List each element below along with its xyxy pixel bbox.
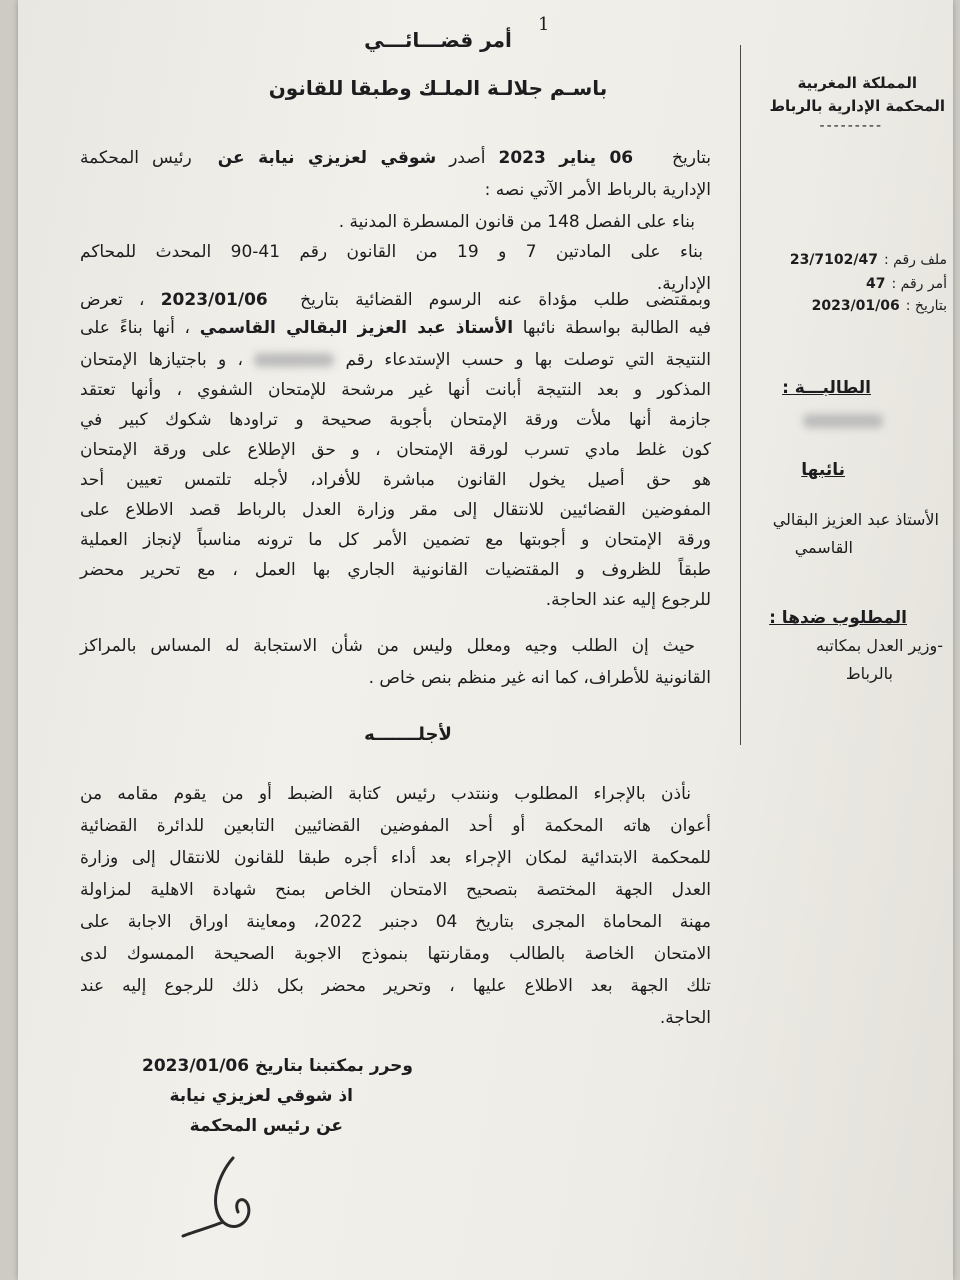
document-page [18,0,953,1280]
body-line-17: حيث إن الطلب وجيه ومعلل وليس من شأن الاستجابة له المساس بالمراكز [80,636,695,656]
representative-name-2: القاسمي [794,538,853,557]
ruling-line-2: أعوان هاته المحكمة أو أحد المفوضين القضائيين التابعين للدائرة القضائية [80,816,711,836]
order-date-value: 2023/01/06 [811,298,900,314]
kingdom-name: المملكة المغربية [797,74,917,92]
body-line-18: القانونية للأطراف، كما انه غير منظم بنص خاص . [368,668,711,688]
body-line-15: طبقاً للظروف و المقتضيات القانونية الجاري بها العمل ، مع تحرير محضر [80,560,711,580]
ruling-line-3: للمحكمة الابتدائية لمكان الإجراء بعد أداء أجره طبقا للقانون للانتقال إلى وزارة [80,848,711,868]
ruling-line-4: العدل الجهة المختصة بتصحيح الامتحان الخاص بمنح شهادة الاهلية لمزاولة [80,880,711,900]
body-line-1 [80,148,711,168]
body-line-16: للرجوع إليه عند الحاجة. [545,590,711,610]
header-dashes: --------- [819,118,883,134]
body-line-10: جازمة أنها ملأت ورقة الإمتحان بأجوبة صحيحة و تراودها شكوك كبير في [80,410,711,430]
applicant-label: الطالبـــة : [782,378,871,398]
handwritten-signature [178,1150,268,1240]
text-summons: النتيجة التي توصلت بها و حسب الإستدعاء رقم [345,350,712,370]
order-number-value: 47 [866,276,886,292]
court-header [769,72,945,118]
respondent-line-2: بالرباط [845,664,893,683]
court-name: المحكمة الإدارية بالرباط [769,97,945,115]
text-court-president: رئيس المحكمة [80,148,192,168]
body-line-12: هو حق أصيل يخول القانون مباشرة للأفراد، لأجله تلتمس تعيين أحد [80,470,711,490]
summons-number-redacted [254,353,334,367]
applicant-name-redacted [803,410,883,429]
signature-date-line: وحرر بمكتبنا بتاريخ 2023/01/06 [142,1056,413,1076]
text-date-prefix: بتاريخ [672,148,711,168]
issue-date: 06 يناير 2023 [498,148,634,168]
body-line-4: بناء على المادتين 7 و 19 من القانون رقم 41-90 المحدث للمحاكم [80,242,703,262]
text-based-on: ، أنها بناءً على [80,318,191,338]
order-number-label: أمر رقم : [891,276,947,292]
text-states: ، تعرض [80,290,145,310]
column-divider [740,45,741,745]
body-line-7 [80,318,711,338]
page-number: 1 [538,14,550,35]
representative-name-1: الأستاذ عبد العزيز البقالي [772,510,939,529]
body-line-14: ورقة الإمتحان و أجوبتها مع تضمين الأمر كل ما ترونه مناسباً لإنجاز العملية [80,530,711,550]
order-date-label: بتاريخ : [905,298,947,314]
section-heading: لأجلـــــــه [364,724,452,745]
file-number-label: ملف رقم : [883,252,947,268]
request-date: 2023/01/06 [160,290,268,310]
redaction-blur [803,414,883,428]
ruling-line-6: الامتحان الخاصة بالطالب ومقارنتها بنموذج الاجوبة الصحيحة الممسوك لدى [80,944,711,964]
signature-judge-line: اذ شوقي لعزيزي نيابة [169,1086,353,1106]
body-line-8 [80,350,711,370]
order-date [812,298,947,314]
ruling-line-7: تلك الجهة بعد الاطلاع عليها ، وتحرير محضر بكل ذلك للرجوع إليه عند [80,976,711,996]
order-number [866,276,947,292]
body-line-3: بناء على الفصل 148 من قانون المسطرة المدنية . [338,212,695,232]
document-title: أمر قضـــائـــي [364,28,512,52]
ruling-line-1: نأذن بالإجراء المطلوب وننتدب رئيس كتابة الضبط أو من يقوم مقامه من [80,784,691,804]
lawyer-name: الأستاذ عبد العزيز البقالي القاسمي [199,318,514,338]
text-exam-passed: ، و باجتيازها الإمتحان [80,350,243,370]
text-request: وبمقتضى طلب مؤداة عنه الرسوم القضائية بتاريخ [300,290,712,310]
body-line-6 [80,290,711,310]
text-via-lawyer: فيه الطالبة بواسطة نائبها [522,318,711,338]
respondent-line-1: -وزير العدل بمكاتبه [815,636,943,655]
ruling-line-5: مهنة المحاماة المجرى بتاريخ 04 دجنبر 2022، ومعاينة اوراق الاجابة على [80,912,711,932]
royal-invocation: باسـم جلالـة الملـك وطبقا للقانون [268,76,608,100]
file-number [790,252,947,268]
representative-label: نائبها [801,460,845,480]
respondent-label: المطلوب ضدها : [769,608,907,628]
body-line-5: الإدارية. [656,274,711,294]
body-line-2: الإدارية بالرباط الأمر الآتي نصه : [484,180,711,200]
file-number-value: 23/7102/47 [789,252,878,268]
signature-title-line: عن رئيس المحكمة [189,1116,343,1136]
body-line-13: المفوضين القضائيين للانتقال إلى مقر وزارة العدل بالرباط قصد الاطلاع على [80,500,711,520]
ruling-line-8: الحاجة. [659,1008,711,1028]
body-line-11: كون غلط مادي تسرب لورقة الإمتحان ، و حق الإطلاع على ورقة الإمتحان [80,440,711,460]
judge-name: شوقي لعزيزي نيابة عن [217,148,437,168]
text-issued: أصدر [449,148,486,168]
body-line-9: المذكور و بعد النتيجة أبانت أنها غير مرشحة للإمتحان الشفوي ، وأنها تعتقد [80,380,711,400]
